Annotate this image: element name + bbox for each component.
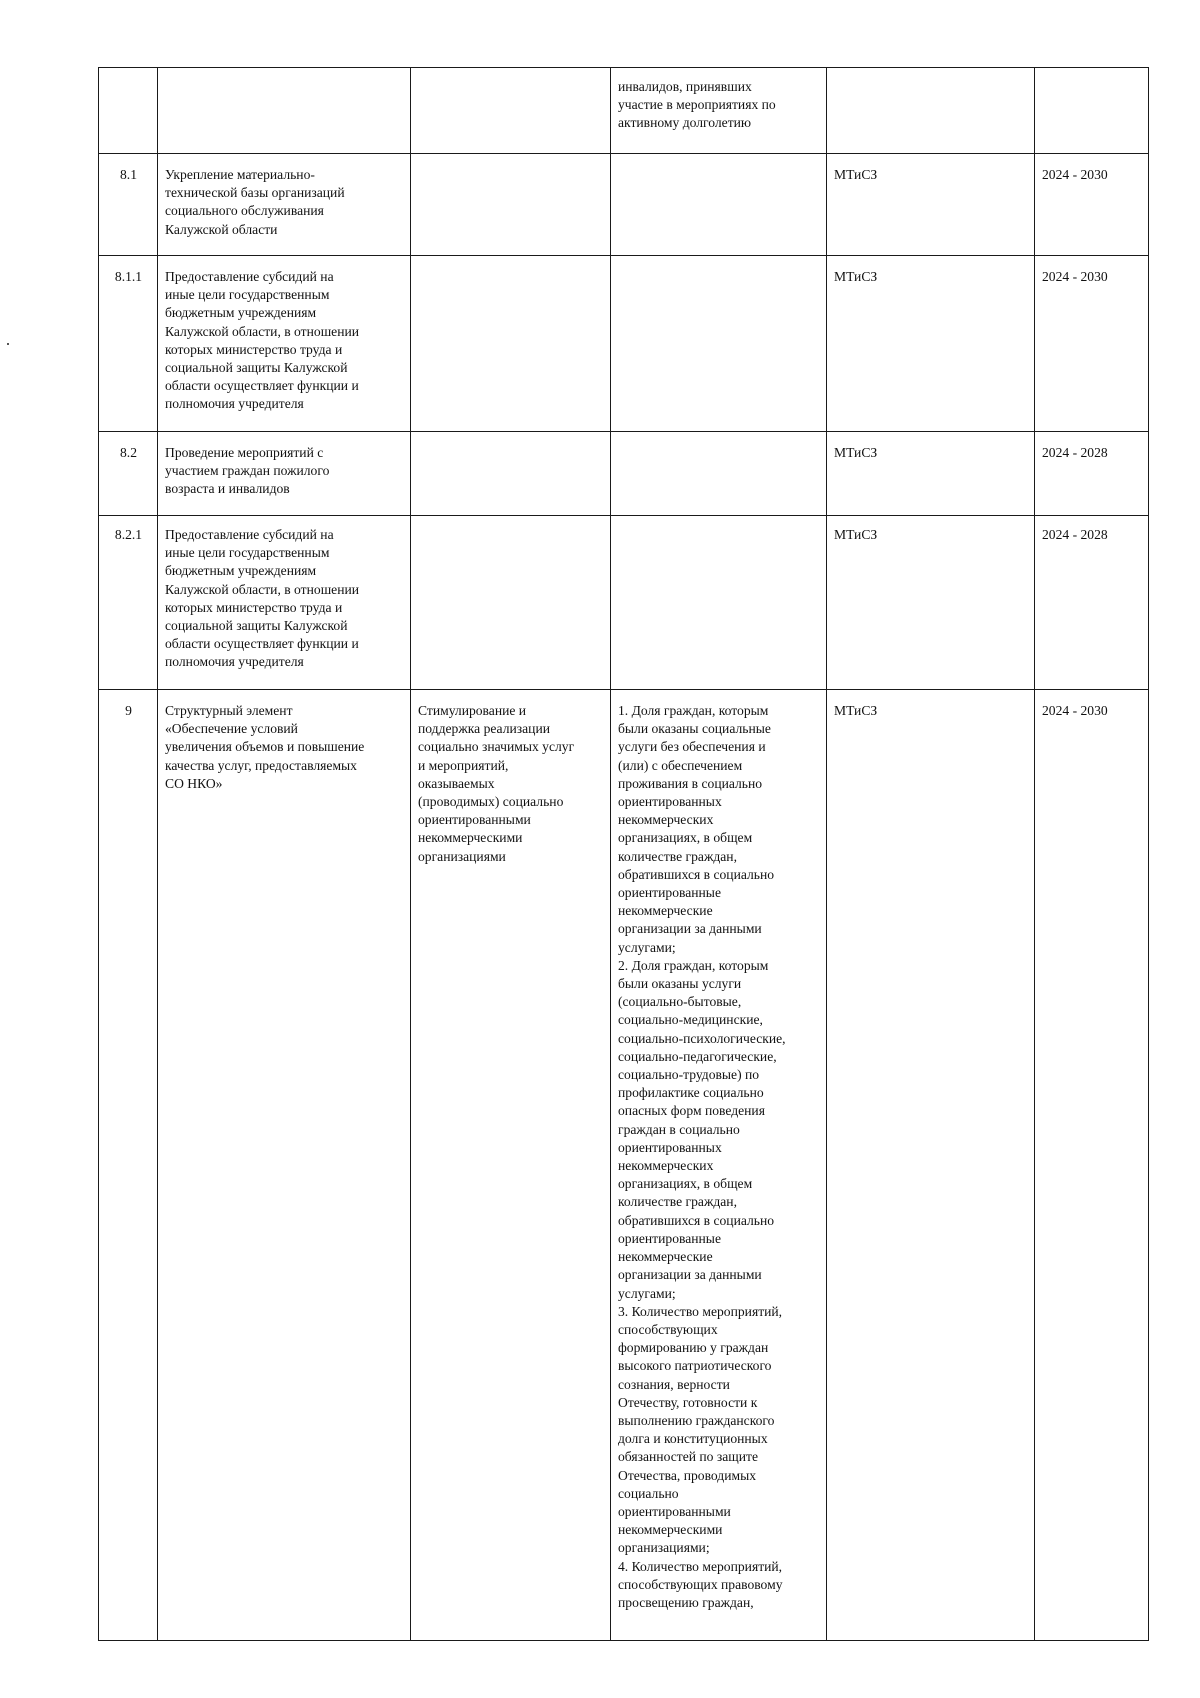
table-row — [99, 256, 1149, 432]
task-description — [411, 432, 611, 516]
row-number: 8.1.1 — [99, 256, 158, 432]
period: 2024 - 2030 — [1035, 256, 1149, 432]
period: 2024 - 2028 — [1035, 432, 1149, 516]
task-description: Стимулирование и поддержка реализации социально значимых услуг и мероприятий, оказываемых (проводимых) социально ориентированными некоммерческими организациями — [411, 690, 611, 1641]
responsible: МТиСЗ — [827, 432, 1035, 516]
element-name: Структурный элемент «Обеспечение условий увеличения объемов и повышение качества услуг, предоставляемых СО НКО» — [158, 690, 411, 1641]
row-number: 8.2 — [99, 432, 158, 516]
task-description — [411, 68, 611, 154]
element-name — [158, 68, 411, 154]
period — [1035, 68, 1149, 154]
indicator-text — [611, 256, 827, 432]
period: 2024 - 2030 — [1035, 690, 1149, 1641]
period: 2024 - 2030 — [1035, 154, 1149, 256]
responsible: МТиСЗ — [827, 256, 1035, 432]
element-name: Предоставление субсидий на иные цели государственным бюджетным учреждениям Калужской области, в отношении которых министерство труда и социальной защиты Калужской области осуществляет функции и полномочия учредителя — [158, 516, 411, 690]
row-number: 9 — [99, 690, 158, 1641]
indicator-text — [611, 516, 827, 690]
indicator-text: инвалидов, принявших участие в мероприятиях по активному долголетию — [611, 68, 827, 154]
task-description — [411, 154, 611, 256]
responsible — [827, 68, 1035, 154]
row-number — [99, 68, 158, 154]
table-row — [99, 432, 1149, 516]
table-row — [99, 516, 1149, 690]
responsible: МТиСЗ — [827, 154, 1035, 256]
table-row — [99, 690, 1149, 1641]
responsible: МТиСЗ — [827, 516, 1035, 690]
element-name: Проведение мероприятий с участием граждан пожилого возраста и инвалидов — [158, 432, 411, 516]
row-number: 8.1 — [99, 154, 158, 256]
indicator-text — [611, 154, 827, 256]
margin-mark — [7, 343, 9, 345]
row-number: 8.2.1 — [99, 516, 158, 690]
responsible: МТиСЗ — [827, 690, 1035, 1641]
program-table — [98, 67, 1149, 1641]
period: 2024 - 2028 — [1035, 516, 1149, 690]
element-name: Укрепление материально- технической базы организаций социального обслуживания Калужской области — [158, 154, 411, 256]
table-row — [99, 154, 1149, 256]
element-name: Предоставление субсидий на иные цели государственным бюджетным учреждениям Калужской области, в отношении которых министерство труда и социальной защиты Калужской области осуществляет функции и полномочия учредителя — [158, 256, 411, 432]
table-row — [99, 68, 1149, 154]
indicator-text — [611, 432, 827, 516]
indicator-text: 1. Доля граждан, которым были оказаны социальные услуги без обеспечения и (или) с обеспечением проживания в социально ориентированных некоммерческих организациях, в общем количестве граждан, обратившихся в социально ориентированные некоммерческие организации за данными услугами; 2. Доля граждан, которым были оказаны услуги (социально-бытовые, социально-медицинские, социально-психологические, социально-педагогические, социально-трудовые) по профилактике социально опасных форм поведения граждан в социально ориентированных некоммерческих организациях, в общем количестве граждан, обратившихся в социально ориентированные некоммерческие организации за данными услугами; 3. Количество мероприятий, способствующих формированию у граждан высокого патриотического сознания, верности Отечеству, готовности к выполнению гражданского долга и конституционных обязанностей по защите Отечества, проводимых социально ориентированными некоммерческими организациями; 4. Количество мероприятий, способствующих правовому просвещению граждан, — [611, 690, 827, 1641]
task-description — [411, 256, 611, 432]
task-description — [411, 516, 611, 690]
